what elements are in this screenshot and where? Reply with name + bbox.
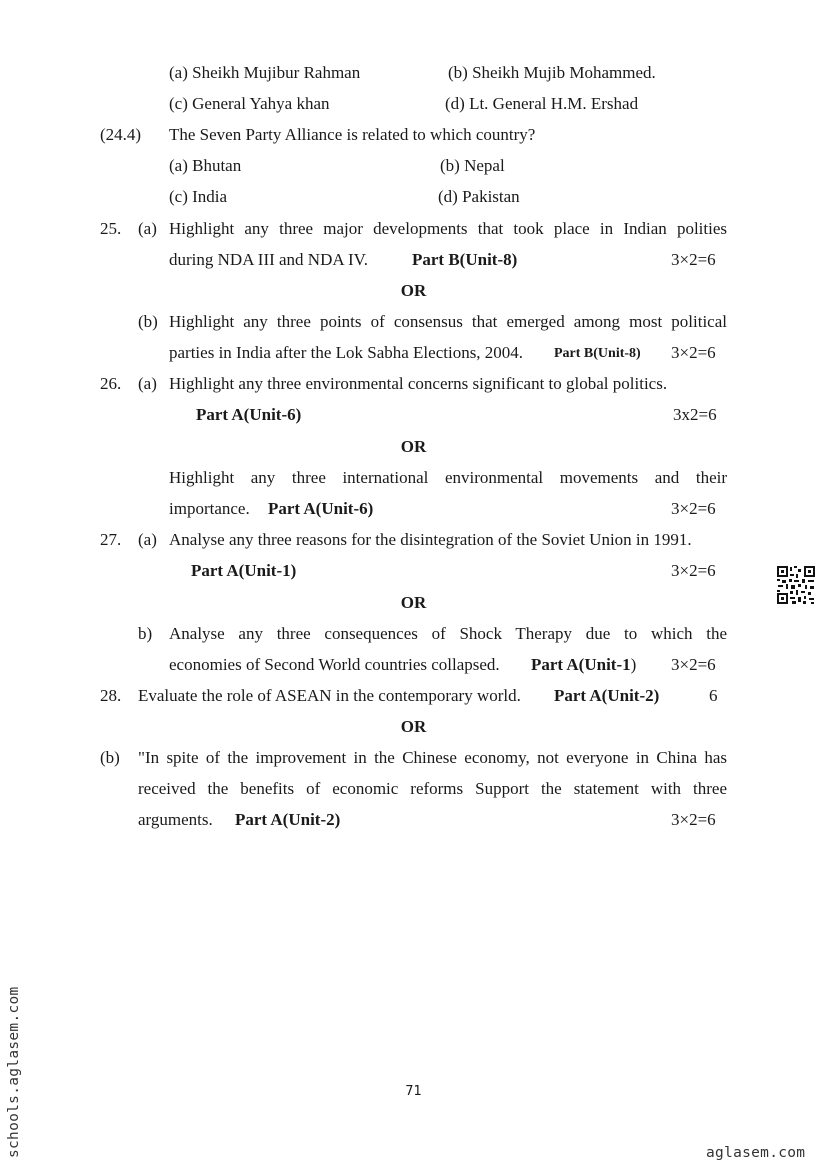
unit-reference: Part A(Unit-2) [554,686,660,705]
option-c: (c) India [169,187,228,206]
or-divider: OR [400,717,427,736]
question-text: Highlight any three environmental concerns significant to global politics. [169,374,668,393]
question-text: Highlight any three points of consensus that emerged among most political [169,312,727,331]
part-label: (a) [138,374,157,393]
question-text: The Seven Party Alliance is related to which country? [169,125,536,144]
question-text: arguments. [138,810,213,829]
part-label: (b) [138,312,158,331]
option-d: (d) Pakistan [438,187,520,206]
question-text: Highlight any three major developments that took place in Indian polities [169,219,727,238]
or-divider: OR [400,281,427,300]
option-a: (a) Sheikh Mujibur Rahman [169,63,361,82]
question-text: Evaluate the role of ASEAN in the contemporary world. [138,686,521,705]
part-label: (b) [100,748,120,767]
option-b: (b) Sheikh Mujib Mohammed. [448,63,656,82]
part-label: (a) [138,530,157,549]
marks: 3×2=6 [671,343,716,362]
part-label: (a) [138,219,157,238]
question-number: (24.4) [100,125,142,144]
question-number: 25. [100,219,122,238]
or-divider: OR [400,437,427,456]
option-a: (a) Bhutan [169,156,242,175]
part-label: b) [138,624,153,643]
question-text: economies of Second World countries collapsed. [169,655,500,674]
unit-reference: Part A(Unit-1) [191,561,297,580]
side-watermark: schools.aglasem.com [6,986,22,1158]
question-text: during NDA III and NDA IV. [169,250,368,269]
unit-reference [531,655,636,675]
question-text: Analyse any three consequences of Shock Therapy due to which the [169,624,727,643]
question-text: parties in India after the Lok Sabha Elections, 2004. [169,343,524,362]
question-number: 26. [100,374,122,393]
marks: 3×2=6 [671,250,716,269]
marks: 3×2=6 [671,499,716,518]
option-d: (d) Lt. General H.M. Ershad [445,94,639,113]
question-text: received the benefits of economic reforms Support the statement with three [138,779,727,798]
option-b: (b) Nepal [440,156,505,175]
qr-code-icon [776,565,816,605]
question-text: Analyse any three reasons for the disintegration of the Soviet Union in 1991. [169,530,692,549]
marks: 3×2=6 [671,810,716,829]
unit-reference: Part A(Unit-6) [268,499,374,518]
question-number: 27. [100,530,122,549]
question-text: "In spite of the improvement in the Chinese economy, not everyone in China has [138,748,727,767]
unit-reference-text: Part A(Unit-1 [531,655,631,674]
option-c: (c) General Yahya khan [169,94,330,113]
bottom-watermark: aglasem.com [706,1145,806,1161]
question-text: Highlight any three international environmental movements and their [169,468,727,487]
unit-reference: Part B(Unit-8) [412,250,518,269]
unit-reference: Part B(Unit-8) [554,346,641,361]
page-number: 71 [405,1084,422,1099]
unit-reference: Part A(Unit-2) [235,810,341,829]
marks: 6 [709,686,718,705]
question-text: importance. [169,499,250,518]
or-divider: OR [400,593,427,612]
question-number: 28. [100,686,122,705]
marks: 3x2=6 [673,405,717,424]
marks: 3×2=6 [671,561,716,580]
marks: 3×2=6 [671,655,716,674]
unit-reference-close: ) [630,655,637,674]
unit-reference: Part A(Unit-6) [196,405,302,424]
